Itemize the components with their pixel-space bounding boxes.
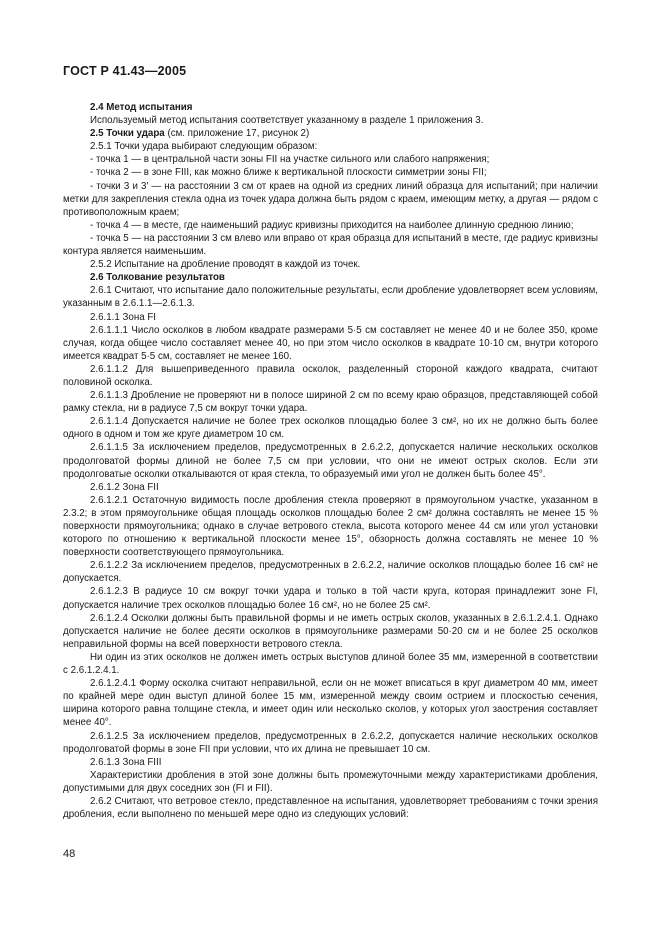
paragraph: 2.6.1.2.4 Осколки должны быть правильной формы и не иметь острых сколов, указанных в 2.6.1.2.4.1. Однако допускается наличие не более десяти осколков в прямоугольнике размерами 50·20 см и не более 25 осколков неправильной формы на всей поверхности ветрового стекла. [63, 612, 598, 650]
list-item: - точка 2 — в зоне FIII, как можно ближе к вертикальной плоскости симметрии зоны FII; [90, 167, 487, 179]
paragraph: 2.6.1.2.1 Остаточную видимость после дробления стекла проверяют в прямоугольном участке, указанном в 2.3.2; в этом прямоугольнике общая площадь осколков площадью более 2 см² должна составлять не менее 15 % поверхности прямоугольника; однако в случае ветрового стекла, высота которого менее 44 см или угол установки которого по отношению к вертикальной плоскости менее 15°, обзорность должна составлять не менее 10 % поверхности соответствующего прямоугольника. [63, 494, 598, 559]
section-heading: 2.4 Метод испытания [90, 102, 193, 113]
paragraph: Ни один из этих осколков не должен иметь острых выступов длиной более 35 мм, измеренной в соответствии с 2.6.1.2.4.1. [63, 651, 598, 677]
paragraph: 2.5.2 Испытание на дробление проводят в каждой из точек. [90, 259, 361, 271]
section-heading: 2.6 Толкование результатов [90, 272, 225, 284]
paragraph: 2.6.1.1.5 За исключением пределов, предусмотренных в 2.6.2.2, допускается наличие нескольких осколков продолговатой формы длиной не более 7,5 см при условии, что они не имеют острых сколов. Если эти продолговатые осколки откалываются от края стекла, то образуемый ими угол не должен быть более 45°. [63, 442, 598, 480]
document-header: ГОСТ Р 41.43—2005 [63, 64, 187, 78]
paragraph: 2.6.1.1.4 Допускается наличие не более трех осколков площадью более 3 см², но их не должно быть более одного в одном и том же круге диаметром 10 см. [63, 416, 598, 441]
section-heading [63, 127, 598, 140]
paragraph: 2.6.1.2.4.1 Форму осколка считают неправильной, если он не может вписаться в круг диаметром 40 мм, имеет по крайней мере один выступ длиной более 15 мм, измеренной между своим острием и плоскостью сечения, ширина которого равна толщине стекла, и имеет один или несколько сколов, у которых угол заострения составляет менее 40°. [63, 678, 598, 729]
paragraph: 2.6.1.1.2 Для вышеприведенного правила осколок, разделенный стороной каждого квадрата, считают половиной осколка. [63, 363, 598, 388]
list-item: - точки 3 и 3′ — на расстоянии 3 см от краев на одной из средних линий образца для испытаний; при наличии метки для закрепления стекла одна из точек удара должна быть рядом с краем, имеющим метку, а другая — рядом с противоположным краем; [63, 180, 598, 218]
paragraph: 2.6.1.2 Зона FII [90, 481, 159, 493]
document-body [63, 101, 598, 821]
paragraph: 2.6.1.2.3 В радиусе 10 см вокруг точки удара и только в той части круга, которая принадлежит зоне FI, допускается наличие трех осколков площадью более 16 см², но не более 25 см². [63, 586, 598, 611]
paragraph: 2.6.1.2.2 За исключением пределов, предусмотренных в 2.6.2.2, наличие осколков площадью более 16 см² не допускается. [63, 560, 598, 585]
page-number: 48 [63, 848, 76, 860]
paragraph: 2.6.1.3 Зона FIII [90, 756, 162, 768]
list-item: - точка 4 — в месте, где наименьший радиус кривизны приходится на наиболее длинную среднюю линию; [90, 219, 574, 231]
list-item: - точка 5 — на расстоянии 3 см влево или вправо от края образца для испытаний в месте, где радиус кривизны контура является наименьшим. [63, 232, 598, 258]
paragraph: 2.6.1.1.3 Дробление не проверяют ни в полосе шириной 2 см по всему краю образцов, представляющей собой рамку стекла, ни в радиусе 7,5 см вокруг точки удара. [63, 390, 598, 415]
heading-rest-text: (см. приложение 17, рисунок 2) [164, 128, 310, 140]
paragraph: Характеристики дробления в этой зоне должны быть промежуточными между характеристиками дробления, допустимыми для двух соседних зон (FI и FII). [63, 769, 598, 794]
list-item: - точка 1 — в центральной части зоны FII на участке сильного или слабого напряжения; [90, 154, 490, 166]
paragraph: 2.6.1.1.1 Число осколков в любом квадрате размерами 5·5 см составляет не менее 40 и не более 350, кроме случая, когда общее число составляет менее 40, но при этом число осколков в квадрате 10·10 см, внутри которого имеется квадрат 5·5 см, составляет не менее 160. [63, 324, 598, 362]
heading-bold-text: 2.5 Точки удара [90, 128, 165, 140]
paragraph: 2.6.1.1 Зона FI [90, 311, 157, 323]
paragraph: 2.5.1 Точки удара выбирают следующим образом: [90, 141, 318, 153]
paragraph: 2.6.1 Считают, что испытание дало положительные результаты, если дробление удовлетворяет всем условиям, указанным в 2.6.1.1—2.6.1.3. [63, 285, 599, 310]
paragraph: 2.6.1.2.5 За исключением пределов, предусмотренных в 2.6.2.2, допускается наличие нескольких осколков продолговатой формы в зоне FII при условии, что их длина не превышает 10 см. [63, 730, 598, 755]
paragraph: Используемый метод испытания соответствует указанному в разделе 1 приложения 3. [90, 115, 484, 127]
paragraph: 2.6.2 Считают, что ветровое стекло, представленное на испытания, удовлетворяет требованиям с точки зрения дробления, если выполнено по меньшей мере одно из следующих условий: [63, 795, 598, 821]
